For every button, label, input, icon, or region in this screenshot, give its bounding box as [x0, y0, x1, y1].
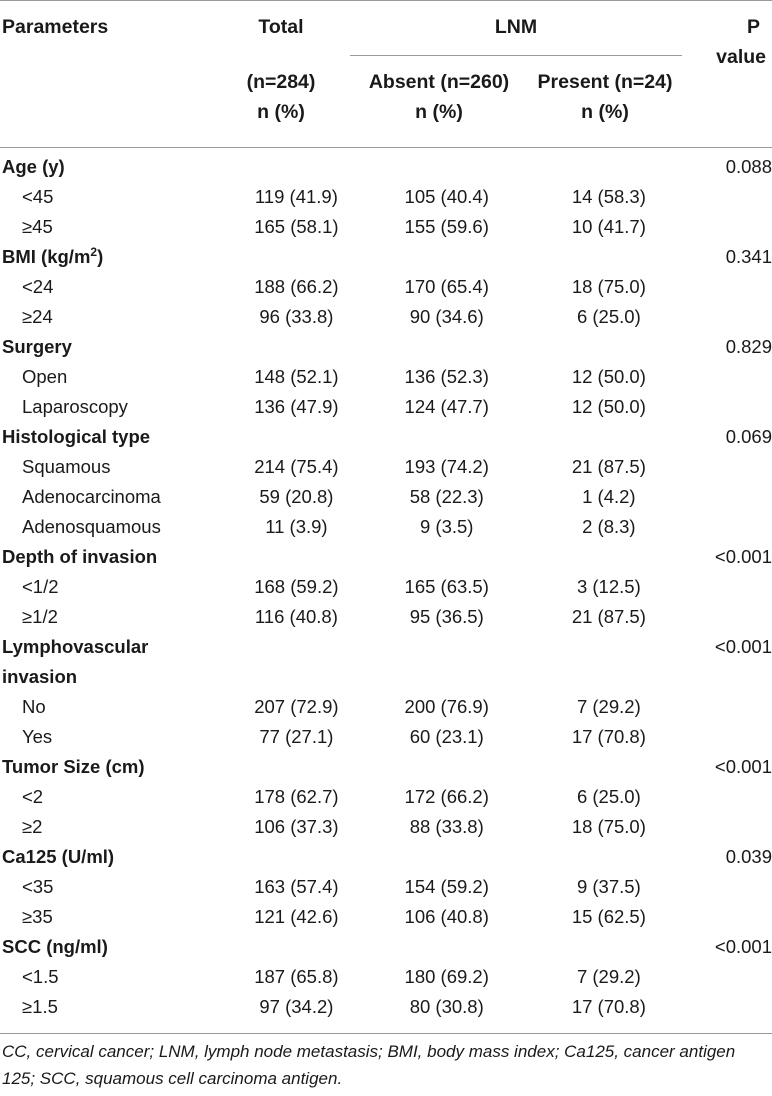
present-cell — [533, 152, 685, 182]
row-label-superscript: 2 — [90, 244, 98, 259]
absent-cell: 58 (22.3) — [409, 486, 484, 507]
absent-cell — [361, 752, 533, 782]
absent-cell: 172 (66.2) — [404, 786, 489, 807]
p-value-cell — [685, 872, 772, 902]
total-cell: 178 (62.7) — [254, 786, 339, 807]
row-label-text: Open — [22, 366, 68, 387]
p-value-cell — [685, 782, 772, 812]
section-row — [0, 242, 772, 272]
p-value-cell — [685, 572, 772, 602]
row-label — [0, 362, 232, 392]
absent-cell: 193 (74.2) — [404, 456, 489, 477]
row-label-text: <1/2 — [22, 576, 59, 597]
row-label — [0, 632, 232, 662]
absent-cell — [361, 842, 533, 872]
p-value-cell — [685, 482, 772, 512]
p-value-cell — [685, 722, 772, 752]
present-cell: 6 (25.0) — [576, 306, 641, 327]
row-label-text: Surgery — [2, 336, 72, 357]
table-row — [0, 392, 772, 422]
table-row — [0, 722, 772, 752]
absent-cell — [361, 662, 533, 692]
total-cell: 168 (59.2) — [254, 576, 339, 597]
total-cell: 59 (20.8) — [259, 486, 334, 507]
row-label — [0, 752, 232, 782]
row-label-text: invasion — [2, 666, 78, 687]
p-value-cell — [685, 662, 772, 692]
row-label — [0, 602, 232, 632]
absent-cell — [361, 632, 533, 662]
present-cell — [533, 242, 685, 272]
row-label — [0, 482, 232, 512]
bottom-rule — [0, 1033, 772, 1034]
present-cell: 14 (58.3) — [571, 186, 646, 207]
row-label-text: <35 — [22, 876, 54, 897]
absent-cell: 95 (36.5) — [409, 606, 484, 627]
section-row — [0, 752, 772, 782]
table-row — [0, 812, 772, 842]
total-cell — [232, 332, 361, 362]
total-cell — [232, 632, 361, 662]
absent-cell: 170 (65.4) — [404, 276, 489, 297]
present-cell — [533, 662, 685, 692]
row-label-end: ) — [97, 246, 104, 267]
absent-cell: 106 (40.8) — [404, 906, 489, 927]
p-value-cell: 0.069 — [725, 426, 772, 447]
absent-cell: 136 (52.3) — [404, 366, 489, 387]
row-label — [0, 272, 232, 302]
row-label-text: SCC (ng/ml) — [2, 936, 108, 957]
row-label-text: Laparoscopy — [22, 396, 128, 417]
row-label — [0, 782, 232, 812]
p-value-cell: 0.039 — [725, 846, 772, 867]
total-cell: 77 (27.1) — [259, 726, 334, 747]
data-table — [0, 152, 772, 1022]
table-row — [0, 362, 772, 392]
p-value-cell — [685, 212, 772, 242]
absent-cell: 155 (59.6) — [404, 216, 489, 237]
section-row — [0, 332, 772, 362]
section-row — [0, 542, 772, 572]
table-row — [0, 512, 772, 542]
absent-cell: 154 (59.2) — [404, 876, 489, 897]
header-p-line2: value — [716, 46, 766, 68]
total-cell: 121 (42.6) — [254, 906, 339, 927]
row-label — [0, 332, 232, 362]
row-label — [0, 962, 232, 992]
absent-cell — [361, 242, 533, 272]
row-label-text: Lymphovascular — [2, 636, 149, 657]
row-label — [0, 662, 232, 692]
p-value-cell — [685, 302, 772, 332]
section-row — [0, 662, 772, 692]
absent-cell: 200 (76.9) — [404, 696, 489, 717]
table-row — [0, 992, 772, 1022]
total-cell — [232, 662, 361, 692]
p-value-cell — [685, 692, 772, 722]
row-label-text: ≥2 — [22, 816, 43, 837]
row-label-text: <1.5 — [22, 966, 59, 987]
total-cell: 119 (41.9) — [254, 186, 338, 207]
header-total-n: (n=284) — [246, 71, 316, 93]
p-value-cell — [685, 272, 772, 302]
present-cell — [533, 752, 685, 782]
header-absent-n: Absent (n=260) — [368, 71, 510, 93]
absent-cell: 88 (33.8) — [409, 816, 484, 837]
p-value-cell: <0.001 — [714, 546, 772, 567]
absent-cell — [361, 932, 533, 962]
row-label-text: Depth of invasion — [2, 546, 158, 567]
p-value-cell — [685, 602, 772, 632]
present-cell: 21 (87.5) — [571, 456, 646, 477]
row-label — [0, 542, 232, 572]
footnote: CC, cervical cancer; LNM, lymph node metastasis; BMI, body mass index; Ca125, cancer antigen 125; SCC, squamous cell carcinoma antigen. — [2, 1042, 736, 1088]
total-cell: 106 (37.3) — [254, 816, 339, 837]
total-cell: 96 (33.8) — [259, 306, 334, 327]
total-cell: 207 (72.9) — [254, 696, 339, 717]
section-row — [0, 152, 772, 182]
header-present-unit: n (%) — [581, 101, 629, 123]
p-value-cell — [685, 962, 772, 992]
header-p-value — [683, 12, 772, 72]
p-value-cell: <0.001 — [714, 756, 772, 777]
present-cell: 21 (87.5) — [571, 606, 646, 627]
total-cell — [232, 542, 361, 572]
row-label-text: <2 — [22, 786, 44, 807]
present-cell: 3 (12.5) — [576, 576, 641, 597]
total-cell: 148 (52.1) — [254, 366, 339, 387]
table-row — [0, 872, 772, 902]
row-label — [0, 572, 232, 602]
present-cell: 18 (75.0) — [571, 276, 646, 297]
row-label-text: Tumor Size (cm) — [2, 756, 145, 777]
section-row — [0, 632, 772, 662]
table-row — [0, 572, 772, 602]
present-cell: 17 (70.8) — [571, 996, 646, 1017]
present-cell — [533, 422, 685, 452]
table-row — [0, 692, 772, 722]
header-parameters: Parameters — [2, 16, 109, 38]
present-cell: 18 (75.0) — [571, 816, 646, 837]
absent-cell: 105 (40.4) — [404, 186, 489, 207]
top-rule — [0, 0, 772, 1]
present-cell: 12 (50.0) — [571, 366, 646, 387]
row-label-text: ≥1.5 — [22, 996, 58, 1017]
absent-cell — [361, 332, 533, 362]
header-rule — [0, 147, 772, 148]
table-row — [0, 272, 772, 302]
present-cell — [533, 542, 685, 572]
row-label — [0, 812, 232, 842]
lnm-group-rule — [350, 55, 682, 56]
row-label-text: Age (y) — [2, 156, 65, 177]
row-label-text: <24 — [22, 276, 54, 297]
total-cell: 116 (40.8) — [254, 606, 338, 627]
row-label — [0, 302, 232, 332]
present-cell: 7 (29.2) — [576, 966, 641, 987]
total-cell: 163 (57.4) — [254, 876, 339, 897]
absent-cell — [361, 152, 533, 182]
p-value-cell — [685, 362, 772, 392]
present-cell — [533, 332, 685, 362]
total-cell — [232, 932, 361, 962]
table-row — [0, 602, 772, 632]
table-row — [0, 212, 772, 242]
present-cell: 12 (50.0) — [571, 396, 646, 417]
table-row — [0, 182, 772, 212]
row-label-text: ≥1/2 — [22, 606, 58, 627]
present-cell: 7 (29.2) — [576, 696, 641, 717]
row-label — [0, 182, 232, 212]
table-row — [0, 452, 772, 482]
absent-cell — [361, 542, 533, 572]
section-row — [0, 842, 772, 872]
row-label — [0, 512, 232, 542]
absent-cell: 124 (47.7) — [404, 396, 489, 417]
row-label-text: Squamous — [22, 456, 111, 477]
p-value-cell — [685, 452, 772, 482]
header-p-line1: P — [746, 16, 760, 38]
p-value-cell — [685, 812, 772, 842]
header-absent-unit: n (%) — [415, 101, 463, 123]
row-label-text: BMI (kg/m — [2, 246, 91, 267]
absent-cell: 165 (63.5) — [404, 576, 489, 597]
row-label-text: ≥24 — [22, 306, 53, 327]
row-label-text: <45 — [22, 186, 54, 207]
section-row — [0, 932, 772, 962]
total-cell: 97 (34.2) — [259, 996, 334, 1017]
present-cell: 15 (62.5) — [571, 906, 646, 927]
p-value-cell — [685, 182, 772, 212]
absent-cell — [361, 422, 533, 452]
p-value-cell — [685, 392, 772, 422]
row-label — [0, 152, 232, 182]
row-label — [0, 842, 232, 872]
p-value-cell: 0.829 — [725, 336, 772, 357]
p-value-cell: <0.001 — [714, 936, 772, 957]
row-label-text: ≥45 — [22, 216, 53, 237]
header-lnm: LNM — [494, 16, 538, 38]
row-label — [0, 872, 232, 902]
total-cell: 165 (58.1) — [254, 216, 339, 237]
table-row — [0, 962, 772, 992]
present-cell: 6 (25.0) — [576, 786, 641, 807]
total-cell — [232, 152, 361, 182]
header-present-n: Present (n=24) — [537, 71, 673, 93]
total-cell — [232, 242, 361, 272]
total-cell: 187 (65.8) — [254, 966, 339, 987]
p-value-cell: 0.341 — [725, 246, 772, 267]
present-cell — [533, 632, 685, 662]
table-row — [0, 482, 772, 512]
row-label — [0, 392, 232, 422]
present-cell: 17 (70.8) — [571, 726, 646, 747]
row-label — [0, 932, 232, 962]
table-row — [0, 782, 772, 812]
table-row — [0, 302, 772, 332]
row-label-text: Yes — [22, 726, 53, 747]
total-cell: 11 (3.9) — [265, 516, 328, 537]
row-label — [0, 212, 232, 242]
absent-cell: 9 (3.5) — [419, 516, 474, 537]
table-row — [0, 902, 772, 932]
p-value-cell — [685, 992, 772, 1022]
total-cell — [232, 842, 361, 872]
section-row — [0, 422, 772, 452]
absent-cell: 80 (30.8) — [409, 996, 484, 1017]
total-cell: 136 (47.9) — [254, 396, 339, 417]
row-label — [0, 242, 232, 272]
present-cell — [533, 842, 685, 872]
present-cell — [533, 932, 685, 962]
row-label — [0, 692, 232, 722]
row-label-text: Histological type — [2, 426, 151, 447]
row-label-text: ≥35 — [22, 906, 53, 927]
total-cell — [232, 752, 361, 782]
total-cell: 188 (66.2) — [254, 276, 339, 297]
row-label — [0, 992, 232, 1022]
p-value-cell: <0.001 — [714, 636, 772, 657]
total-cell: 214 (75.4) — [254, 456, 339, 477]
row-label — [0, 722, 232, 752]
absent-cell: 60 (23.1) — [409, 726, 484, 747]
absent-cell: 90 (34.6) — [409, 306, 484, 327]
p-value-cell — [685, 512, 772, 542]
present-cell: 2 (8.3) — [582, 516, 636, 537]
total-cell — [232, 422, 361, 452]
present-cell: 9 (37.5) — [576, 876, 641, 897]
row-label — [0, 902, 232, 932]
absent-cell: 180 (69.2) — [404, 966, 489, 987]
row-label — [0, 452, 232, 482]
p-value-cell — [685, 902, 772, 932]
present-cell: 1 (4.2) — [582, 486, 636, 507]
p-value-cell: 0.088 — [725, 156, 772, 177]
row-label-text: Ca125 (U/ml) — [2, 846, 115, 867]
row-label — [0, 422, 232, 452]
header-total-unit: n (%) — [257, 101, 305, 123]
row-label-text: Adenosquamous — [22, 516, 161, 537]
row-label-text: Adenocarcinoma — [22, 486, 161, 507]
row-label-text: No — [22, 696, 46, 717]
present-cell: 10 (41.7) — [571, 216, 646, 237]
header-total: Total — [258, 16, 304, 38]
